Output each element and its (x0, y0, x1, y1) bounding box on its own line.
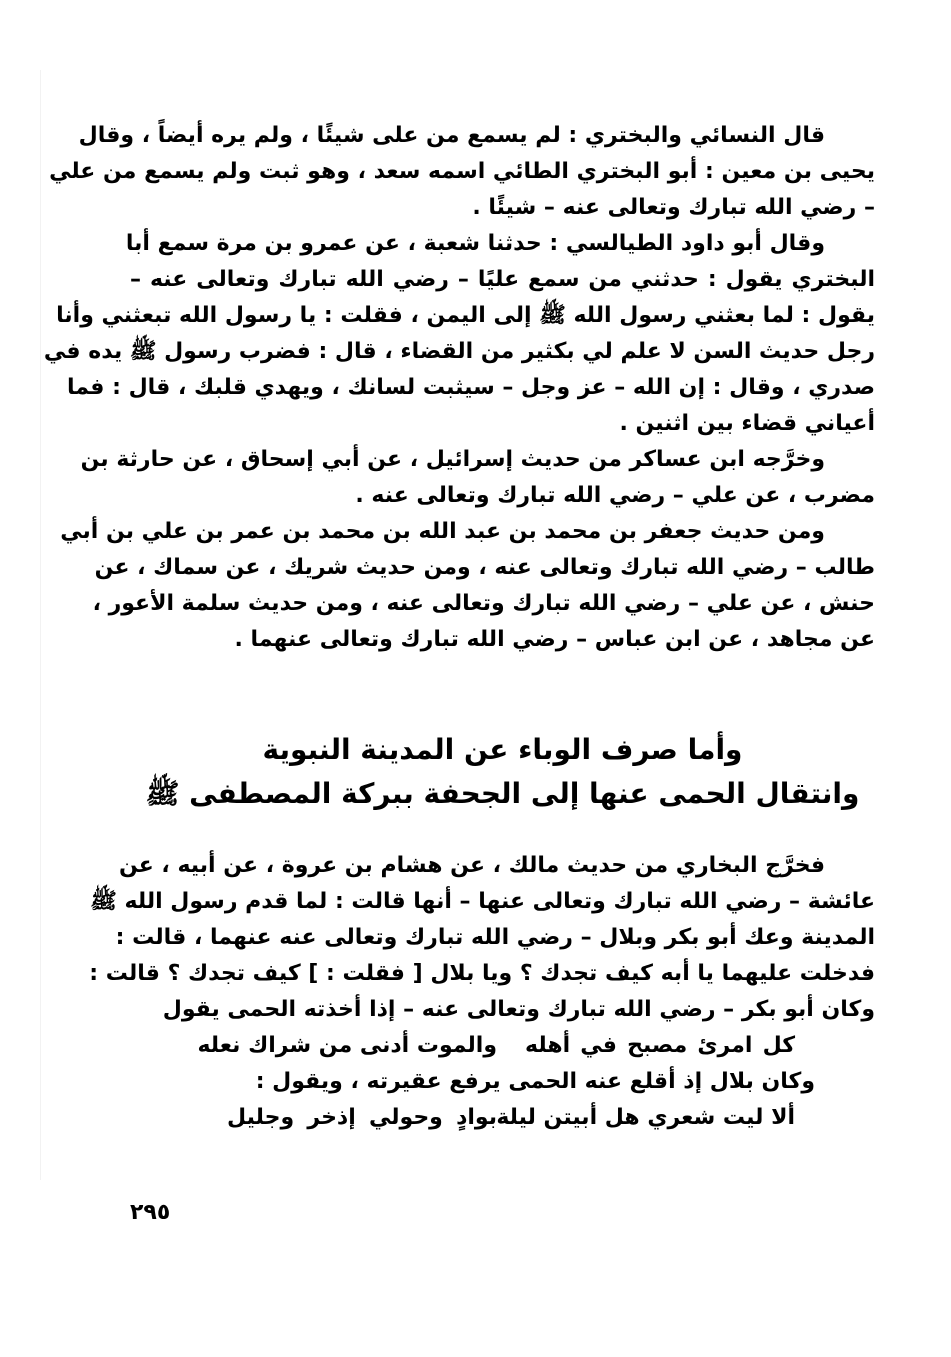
text-line: البختري يقول : حدثني من سمع عليًا – رضي الله تبارك وتعالى عنه – (130, 267, 875, 292)
poem-verse (130, 1100, 875, 1136)
text-line: وكان بلال إذ أقلع عنه الحمى يرفع عقيرته ، ويقول : (255, 1069, 815, 1094)
text-line: المدينة وعك أبو بكر وبلال – رضي الله تبارك وتعالى عنه عنهما ، قالت : (115, 925, 875, 950)
text-line: وكان أبو بكر – رضي الله تبارك وتعالى عنه – إذا أخذته الحمى يقول (162, 997, 875, 1022)
text-line: قال النسائي والبختري : لم يسمع من على شيئًا ، ولم يره أيضاً ، وقال (78, 123, 825, 148)
verse-first-hemistich: كل امرئ مصبح في أهله (525, 1033, 795, 1058)
text-line: فخرَّج البخاري من حديث مالك ، عن هشام بن عروة ، عن أبيه ، عن (118, 853, 825, 878)
text-line: رجل حديث السن لا علم لي بكثير من القضاء ، قال : فضرب رسول ﷺ يده في (43, 339, 875, 364)
poem-verse (130, 1028, 875, 1064)
text-line: فدخلت عليهما يا أبه كيف تجدك ؟ ويا بلال [ فقلت : ] كيف تجدك ؟ قالت : (89, 961, 875, 986)
section-heading-line-2: وانتقال الحمى عنها إلى الجحفة ببركة المصطفى ﷺ (145, 777, 860, 810)
section-heading (130, 728, 875, 816)
section-body (89, 848, 875, 1136)
text-line: ومن حديث جعفر بن محمد بن عبد الله بن محمد بن عمر بن علي بن أبي (60, 519, 825, 544)
text-line: حنش ، عن علي – رضي الله تبارك وتعالى عنه ، ومن حديث سلمة الأعور ، (92, 591, 875, 616)
verse-second-hemistich: بوادٍ وحولي إذخر وجليل (227, 1105, 497, 1130)
text-line: وقال أبو داود الطيالسي : حدثنا شعبة ، عن عمرو بن مرة سمع أبا (125, 231, 825, 256)
text-line: طالب – رضي الله تبارك وتعالى عنه ، ومن حديث شريك ، عن سماك ، عن (94, 555, 875, 580)
text-line: عائشة – رضي الله تبارك وتعالى عنها – أنها قالت : لما قدم رسول الله ﷺ (90, 889, 875, 914)
text-body (43, 118, 875, 658)
page-number: ٢٩٥ (130, 1200, 171, 1225)
text-line: صدري ، وقال : إن الله – عز وجل – سيثبت لسانك ، ويهدي قلبك ، قال : فما (67, 375, 875, 400)
text-line: يقول : لما بعثني رسول الله ﷺ إلى اليمن ، فقلت : يا رسول الله تبعثني وأنا (56, 303, 875, 328)
text-line: مضرب ، عن علي – رضي الله تبارك وتعالى عنه . (355, 483, 875, 508)
text-line: يحيى بن معين : أبو البختري الطائي اسمه سعد ، وهو ثبت ولم يسمع من علي (49, 159, 875, 184)
text-line: وخرَّجه ابن عساكر من حديث إسرائيل ، عن أبي إسحاق ، عن حارثة بن (80, 447, 825, 472)
section-heading-line-1: وأما صرف الوباء عن المدينة النبوية (262, 733, 743, 766)
verse-first-hemistich: ألا ليت شعري هل أبيتن ليلة (496, 1105, 795, 1130)
verse-second-hemistich: والموت أدنى من شراك نعله (197, 1033, 497, 1058)
text-line: أعياني قضاء بين اثنين . (619, 411, 875, 436)
page-margin-rule (40, 70, 41, 1180)
text-line: – رضي الله تبارك وتعالى عنه – شيئًا . (472, 195, 875, 220)
text-line: عن مجاهد ، عن ابن عباس – رضي الله تبارك وتعالى عنهما . (234, 627, 875, 652)
